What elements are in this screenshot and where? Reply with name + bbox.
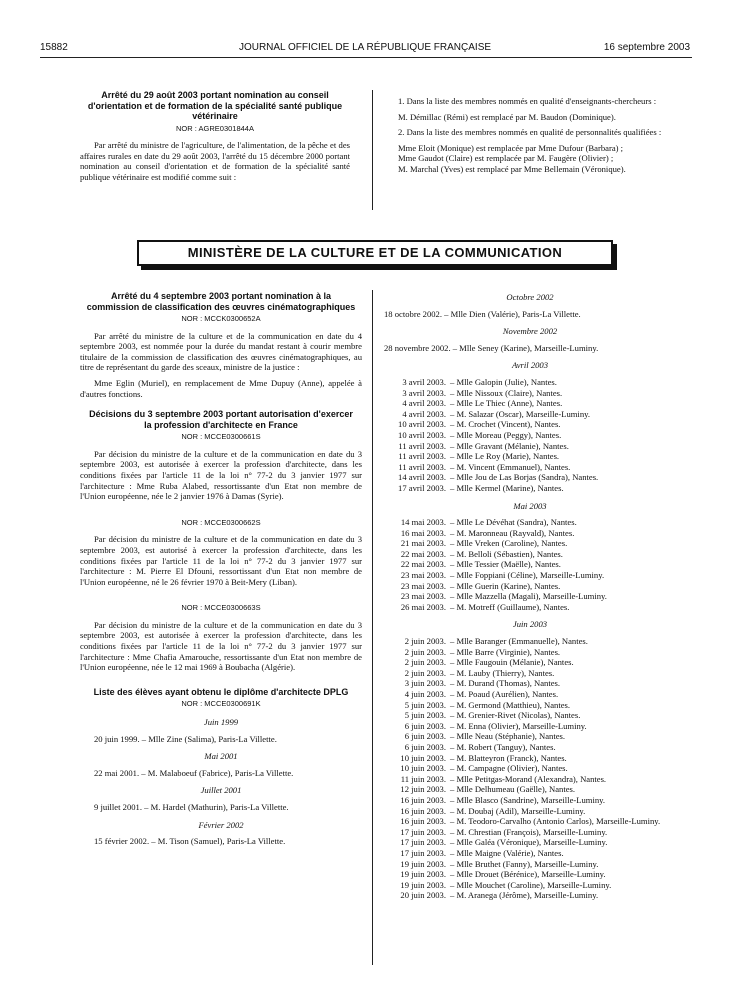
nor-reference: NOR : MCCK0300652A xyxy=(181,314,261,323)
article-title: Décisions du 3 septembre 2003 portant autorisation d'exercer la profession d'architecte en France xyxy=(89,409,353,430)
page-header xyxy=(40,42,690,56)
paragraph: M. Démillac (Rémi) est remplacé par M. Baudon (Dominique). xyxy=(398,111,616,122)
list-item xyxy=(380,581,680,592)
paragraph: Par décision du ministre de la culture et de la communication en date du 3 septembre 2003, est autorisé à exercer la profession d'architecte, dans les conditions fixées par l'article 11 de la loi n° 77-2 du 3 janvier 1977 sur l'architecture : M. Pierre El Dfouni, ressortissant d'un Etat non membre de l'Union européenne, né le 26 février 1970 à Beit-Mery (Liban). xyxy=(80,534,362,587)
list-item xyxy=(380,472,680,483)
entry-name: – Mlle Maigne (Valérie), Nantes. xyxy=(450,847,564,858)
entry-name: – Mlle Barre (Virginie), Nantes. xyxy=(450,646,561,657)
list-item xyxy=(380,827,680,838)
nor-reference: NOR : MCCE0300661S xyxy=(181,432,261,442)
entry-name: – M. Salazar (Oscar), Marseille-Luminy. xyxy=(450,408,590,419)
entry-date: 16 juin 2003. xyxy=(400,805,446,816)
entry-name: – M. Belloli (Sébastien), Nantes. xyxy=(450,548,563,559)
list-item xyxy=(380,441,680,452)
list-item xyxy=(380,721,680,732)
list-item xyxy=(380,409,680,420)
entry-date: 14 mai 2003. xyxy=(400,517,446,528)
list-item xyxy=(380,774,680,785)
journal-title: JOURNAL OFFICIEL DE LA RÉPUBLIQUE FRANÇAISE xyxy=(238,42,492,53)
entry-name: – M. Campagne (Olivier), Nantes. xyxy=(450,763,568,774)
entry-date: 10 avril 2003. xyxy=(398,429,446,440)
entry-date: 19 juin 2003. xyxy=(400,879,446,890)
month-heading: Juillet 2001 xyxy=(200,785,242,796)
entry-date: 4 avril 2003. xyxy=(402,408,446,419)
month-heading: Février 2002 xyxy=(198,819,244,830)
entry-date: 16 juin 2003. xyxy=(400,794,446,805)
entry-date: 6 juin 2003. xyxy=(404,731,446,742)
article-agriculture-continued xyxy=(384,96,674,180)
header-rule xyxy=(40,57,692,58)
list-item: 20 juin 1999. – Mlle Zine (Salima), Paris-La Villette. xyxy=(94,733,277,744)
entry-name: – Mlle Foppiani (Céline), Marseille-Luminy. xyxy=(450,570,605,581)
month-heading: Juin 2003 xyxy=(512,619,548,630)
list-item xyxy=(380,483,680,494)
entry-date: 5 juin 2003. xyxy=(404,710,446,721)
entry-date: 11 avril 2003. xyxy=(398,451,446,462)
month-heading: Octobre 2002 xyxy=(506,292,554,302)
entry-date: 17 juin 2003. xyxy=(400,826,446,837)
entry-date: 19 juin 2003. xyxy=(400,858,446,869)
entry-date: 6 juin 2003. xyxy=(404,741,446,752)
entry-name: – Mlle Le Thiec (Anne), Nantes. xyxy=(450,398,563,409)
graduate-list-june xyxy=(380,636,680,901)
entry-date: 2 juin 2003. xyxy=(404,657,446,668)
entry-name: – Mlle Vreken (Caroline), Nantes. xyxy=(450,538,568,549)
paragraph: M. Marchal (Yves) est remplacé par Mme Bellemain (Véronique). xyxy=(398,163,626,174)
list-item xyxy=(380,657,680,668)
column-divider xyxy=(372,290,373,965)
entry-date: 26 mai 2003. xyxy=(400,601,446,612)
entry-name: – Mlle Neau (Stéphanie), Nantes. xyxy=(450,731,566,742)
month-heading: Mai 2001 xyxy=(204,751,238,762)
entry-date: 17 juin 2003. xyxy=(400,847,446,858)
entry-name: – M. Doubaj (Adil), Marseille-Luminy. xyxy=(450,805,586,816)
list-item xyxy=(380,647,680,658)
list-item xyxy=(380,837,680,848)
entry-date: 17 avril 2003. xyxy=(398,482,446,493)
list-item: 28 novembre 2002. – Mlle Seney (Karine), Marseille-Luminy. xyxy=(384,342,599,353)
list-item xyxy=(380,462,680,473)
entry-date: 11 avril 2003. xyxy=(398,461,446,472)
list-item xyxy=(380,816,680,827)
entry-date: 14 avril 2003. xyxy=(398,472,446,483)
column-divider xyxy=(372,90,373,210)
entry-name: – M. Maronneau (Rayvald), Nantes. xyxy=(450,527,575,538)
entry-date: 22 mai 2003. xyxy=(400,559,446,570)
article-body: Par arrêté du ministre de l'agriculture, de l'alimentation, de la pêche et des affaires rurales en date du 29 août 2003, l'arrêté du 15 décembre 2000 portant nomination au conseil d'orientation et de formation de la spécialité santé publique vétérinaire est modifié comme suit : xyxy=(80,140,350,182)
month-heading: Mai 2003 xyxy=(513,500,547,511)
list-item xyxy=(380,869,680,880)
entry-date: 11 avril 2003. xyxy=(398,440,446,451)
list-item xyxy=(380,753,680,764)
entry-name: – Mlle Moreau (Peggy), Nantes. xyxy=(450,429,562,440)
list-item xyxy=(380,559,680,570)
list-item xyxy=(380,742,680,753)
list-item: 18 octobre 2002. – Mlle Dien (Valérie), Paris-La Villette. xyxy=(384,308,581,319)
right-column xyxy=(380,292,680,907)
entry-date: 3 avril 2003. xyxy=(402,387,446,398)
list-item xyxy=(380,890,680,901)
entry-date: 11 juin 2003. xyxy=(400,773,446,784)
list-item xyxy=(380,848,680,859)
page-number: 15882 xyxy=(40,42,68,53)
nor-reference: NOR : MCCE0300691K xyxy=(181,699,261,709)
entry-date: 6 juin 2003. xyxy=(404,720,446,731)
ministry-banner: MINISTÈRE DE LA CULTURE ET DE LA COMMUNICATION xyxy=(137,240,613,266)
paragraph: Par décision du ministre de la culture et de la communication en date du 3 septembre 2003, est autorisée à exercer la profession d'architecte, dans les conditions fixées par l'article 11 de la loi n° 77-2 du 3 janvier 1977 sur l'architecture : Mme Chafia Amarouche, ressortissante d'un Etat non membre de l'Union européenne, née le 12 mai 1969 à Boubacha (Algérie). xyxy=(80,619,362,673)
entry-date: 10 juin 2003. xyxy=(400,752,446,763)
entry-name: – M. Enna (Olivier), Marseille-Luminy. xyxy=(450,720,587,731)
nor-reference: NOR : AGRE0301844A xyxy=(176,123,254,133)
issue-date: 16 septembre 2003 xyxy=(603,42,690,53)
list-item xyxy=(380,602,680,613)
list-item xyxy=(380,570,680,581)
entry-name: – M. Chrestian (François), Marseille-Luminy. xyxy=(450,826,608,837)
entry-date: 21 mai 2003. xyxy=(400,538,446,549)
list-item xyxy=(380,689,680,700)
list-item xyxy=(380,419,680,430)
entry-date: 19 juin 2003. xyxy=(400,869,446,880)
month-heading: Juin 1999 xyxy=(203,716,239,727)
list-item xyxy=(380,700,680,711)
entry-name: – Mlle Galopin (Julie), Nantes. xyxy=(450,376,557,387)
entry-date: 20 juin 2003. xyxy=(400,890,446,901)
entry-name: – Mlle Jou de Las Borjas (Sandra), Nantes. xyxy=(450,472,599,483)
entry-date: 16 juin 2003. xyxy=(400,816,446,827)
list-item xyxy=(380,784,680,795)
entry-date: 10 juin 2003. xyxy=(400,763,446,774)
paragraph: Par décision du ministre de la culture et de la communication en date du 3 septembre 2003, est autorisée à exercer la profession d'architecte, dans les conditions fixées par l'article 11 de la loi n° 77-2 du 3 janvier 1977 sur l'architecture : Mme Ruba Alabed, ressortissante d'un Etat non membre de l'Union européenne, née le 2 janvier 1976 à Damas (Syrie). xyxy=(80,448,362,502)
list-item: 15 février 2002. – M. Tison (Samuel), Paris-La Villette. xyxy=(94,836,286,847)
entry-name: – Mlle Drouet (Bérénice), Marseille-Luminy. xyxy=(450,869,606,880)
paragraph: 1. Dans la liste des membres nommés en qualité d'enseignants-chercheurs : xyxy=(398,96,657,106)
entry-name: – M. Grenier-Rivet (Nicolas), Nantes. xyxy=(450,710,581,721)
entry-name: – M. Germond (Matthieu), Nantes. xyxy=(450,699,571,710)
list-item xyxy=(380,806,680,817)
entry-date: 2 juin 2003. xyxy=(404,636,446,647)
entry-name: – M. Aranega (Jérôme), Marseille-Luminy. xyxy=(450,890,599,901)
entry-name: – M. Poaud (Aurélien), Nantes. xyxy=(450,689,559,699)
article-title: Liste des élèves ayant obtenu le diplôme d'architecte DPLG xyxy=(93,686,349,697)
entry-name: – M. Teodoro-Carvalho (Antonio Carlos), Marseille-Luminy. xyxy=(450,816,661,827)
entry-date: 4 avril 2003. xyxy=(402,398,446,409)
left-column xyxy=(80,291,362,852)
list-item xyxy=(380,528,680,539)
list-item xyxy=(380,591,680,602)
entry-name: – Mlle Blasco (Sandrine), Marseille-Luminy. xyxy=(450,794,606,805)
list-item xyxy=(380,880,680,891)
month-heading: Novembre 2002 xyxy=(502,326,558,337)
article-agriculture xyxy=(80,90,350,187)
entry-date: 23 mai 2003. xyxy=(400,570,446,581)
paragraph: Mme Eglin (Muriel), en remplacement de Mme Dupuy (Anne), appelée à d'autres fonctions. xyxy=(80,377,362,399)
nor-reference: NOR : MCCE0300662S xyxy=(181,517,261,527)
list-item xyxy=(380,430,680,441)
entry-name: – Mlle Tessier (Maëlle), Nantes. xyxy=(450,559,561,570)
list-item xyxy=(380,538,680,549)
entry-name: – Mlle Faugouin (Mélanie), Nantes. xyxy=(450,657,574,668)
entry-name: – M. Vincent (Emmanuel), Nantes. xyxy=(450,461,571,472)
list-item xyxy=(380,451,680,462)
entry-name: – Mlle Bruthet (Fanny), Marseille-Luminy. xyxy=(450,858,599,869)
entry-name: – M. Motreff (Guillaume), Nantes. xyxy=(450,601,570,612)
entry-date: 3 avril 2003. xyxy=(402,376,446,387)
list-item xyxy=(380,710,680,721)
entry-date: 2 juin 2003. xyxy=(404,646,446,657)
entry-name: – Mlle Mazzella (Magali), Marseille-Luminy. xyxy=(450,591,607,602)
entry-name: – M. Durand (Thomas), Nantes. xyxy=(450,678,561,689)
list-item xyxy=(380,636,680,647)
paragraph: Mme Eloit (Monique) est remplacée par Mme Dufour (Barbara) ; xyxy=(398,142,624,153)
list-item xyxy=(380,668,680,679)
article-title: Arrêté du 29 août 2003 portant nomination au conseil d'orientation et de formation de la spécialité santé publique vétérinaire xyxy=(87,90,343,121)
entry-name: – Mlle Kermel (Marine), Nantes. xyxy=(450,482,564,493)
entry-date: 3 juin 2003. xyxy=(404,678,446,689)
entry-name: – Mlle Le Roy (Marie), Nantes. xyxy=(450,451,560,462)
paragraph: Par arrêté du ministre de la culture et de la communication en date du 4 septembre 2003, est nommée pour la durée du mandat restant à courir membre titulaire de la commission de classification des œuvres cinématographiques, au titre de représentant du garde des sceaux, ministre de la justice : xyxy=(80,330,362,373)
entry-date: 2 juin 2003. xyxy=(404,667,446,678)
entry-date: 17 juin 2003. xyxy=(400,837,446,848)
entry-date: 22 mai 2003. xyxy=(400,548,446,559)
list-item: 9 juillet 2001. – M. Hardel (Mathurin), Paris-La Villette. xyxy=(94,801,289,812)
entry-date: 10 avril 2003. xyxy=(398,419,446,430)
entry-name: – Mlle Nissoux (Claire), Nantes. xyxy=(450,387,563,398)
entry-name: – Mlle Petitgas-Morand (Alexandra), Nantes. xyxy=(450,773,607,784)
entry-name: – Mlle Baranger (Emmanuelle), Nantes. xyxy=(450,636,588,647)
list-item xyxy=(380,731,680,742)
list-item xyxy=(380,859,680,870)
entry-date: 23 mai 2003. xyxy=(400,580,446,591)
entry-name: – Mlle Mouchet (Caroline), Marseille-Luminy. xyxy=(450,879,612,890)
entry-name: – Mlle Guerin (Karine), Nantes. xyxy=(450,580,561,591)
entry-name: – Mlle Le Dévéhat (Sandra), Nantes. xyxy=(450,517,577,528)
list-item xyxy=(380,763,680,774)
month-heading: Avril 2003 xyxy=(511,360,549,371)
list-item xyxy=(380,388,680,399)
entry-name: – M. Blatteyron (Franck), Nantes. xyxy=(450,752,567,763)
entry-name: – Mlle Galéa (Véronique), Marseille-Luminy. xyxy=(450,837,608,848)
entry-date: 5 juin 2003. xyxy=(404,699,446,710)
graduate-list-may xyxy=(380,517,680,612)
list-item xyxy=(380,549,680,560)
entry-name: – Mlle Delhumeau (Gaëlle), Nantes. xyxy=(450,784,576,795)
entry-name: – M. Lauby (Thierry), Nantes. xyxy=(450,667,555,678)
list-item xyxy=(380,377,680,388)
entry-date: 12 juin 2003. xyxy=(400,784,446,795)
article-title: Arrêté du 4 septembre 2003 portant nomination à la commission de classification des œuvres cinématographiques xyxy=(86,291,356,312)
list-item xyxy=(380,398,680,409)
list-item xyxy=(380,678,680,689)
list-item: 22 mai 2001. – M. Malaboeuf (Fabrice), Paris-La Villette. xyxy=(94,767,294,778)
entry-date: 23 mai 2003. xyxy=(400,591,446,602)
list-item xyxy=(380,517,680,528)
entry-name: – Mlle Gravant (Mélanie), Nantes. xyxy=(450,440,569,451)
nor-reference: NOR : MCCE0300663S xyxy=(181,603,261,613)
paragraph: 2. Dans la liste des membres nommés en qualité de personnalités qualifiées : xyxy=(398,127,662,138)
entry-date: 16 mai 2003. xyxy=(400,527,446,538)
paragraph: Mme Gaudot (Claire) est remplacée par M. Faugère (Olivier) ; xyxy=(398,153,614,164)
list-item xyxy=(380,795,680,806)
graduate-list-april xyxy=(380,377,680,494)
entry-name: – M. Robert (Tanguy), Nantes. xyxy=(450,741,556,752)
entry-name: – M. Crochet (Vincent), Nantes. xyxy=(450,419,561,430)
entry-date: 4 juin 2003. xyxy=(404,689,446,699)
